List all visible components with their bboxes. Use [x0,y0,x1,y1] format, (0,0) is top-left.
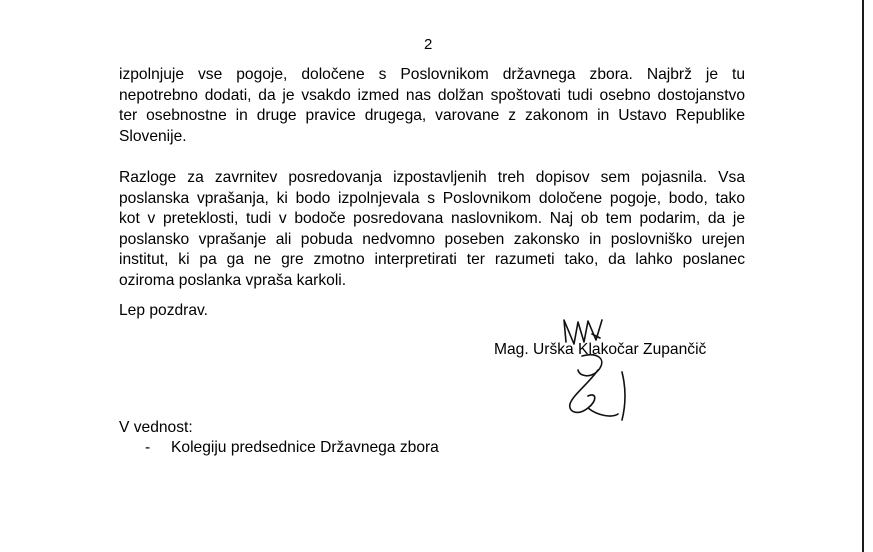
paragraph-line: oziroma poslanka vpraša karkoli. [119,271,347,289]
body-paragraph-1 [119,65,745,147]
cc-item-text: Kolegiju predsednice Državnega zbora [171,439,439,456]
paragraph-line: ter osebnostne in druge pravice drugega, varovane z zakonom in Ustavo Republike [119,107,745,124]
handwritten-signature [548,312,638,427]
paragraph-line: poslanska vprašanja, ki bodo izpolnjevala s Poslovnikom določene pogoje, bodo, tako [119,189,745,207]
list-bullet: - [145,439,151,456]
paragraph-line: Razloge za zavrnitev posredovanja izpostavljenih treh dopisov sem pojasnila. Vsa [119,169,745,186]
cc-list-item [145,439,439,457]
paragraph-line: institut, ki pa ga ne gre zmotno interpretirati ter razumeti tako, da lahko poslanec [119,251,745,268]
closing-greeting: Lep pozdrav. [119,302,209,319]
paragraph-line: nepotrebno dodati, da je vsakdo izmed nas dolžan spoštovati tudi osebno dostojanstvo [119,86,745,104]
page-number: 2 [424,36,433,53]
signer-name: Mag. Urška Klakočar Zupančič [494,341,707,358]
cc-label: V vednost: [119,419,193,436]
paragraph-line: Slovenije. [119,127,187,145]
paragraph-line: kot v preteklosti, tudi v bodoče posredovana naslovnikom. Naj ob tem podarim, da je [119,210,745,227]
paragraph-line: izpolnjuje vse pogoje, določene s Poslovnikom državnega zbora. Najbrž je tu [119,66,745,83]
paragraph-line: poslansko vprašanje ali pobuda nedvomno poseben zakonsko in poslovniško urejen [119,230,745,248]
body-paragraph-2 [119,168,745,291]
page-edge-line [862,0,864,552]
